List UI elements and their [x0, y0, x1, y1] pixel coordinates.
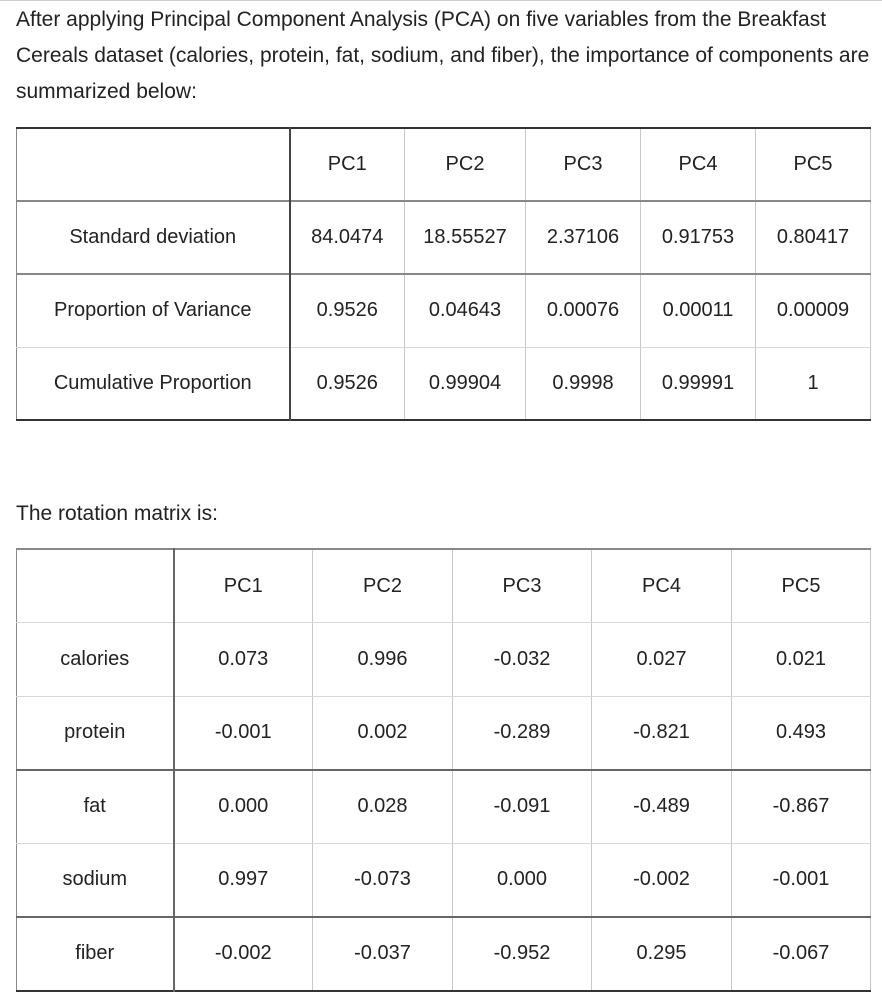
table-cell: -0.091: [453, 770, 592, 844]
table-cell: 0.073: [174, 623, 313, 697]
column-header: PC2: [313, 549, 453, 623]
column-header: PC3: [526, 128, 641, 201]
table-cell: 18.55527: [405, 201, 526, 274]
row-label: Cumulative Proportion: [17, 347, 290, 420]
table-cell: 0.027: [592, 623, 732, 697]
row-label: sodium: [17, 843, 174, 917]
column-header: PC2: [405, 128, 526, 201]
corner-cell: [17, 128, 290, 201]
row-label: fat: [17, 770, 174, 844]
table-cell: -0.821: [592, 696, 732, 770]
column-header: PC1: [174, 549, 313, 623]
table-cell: 0.493: [732, 696, 871, 770]
rotation-caption: The rotation matrix is:: [16, 502, 218, 525]
column-header: PC4: [592, 549, 732, 623]
table-row: [17, 917, 871, 991]
table-row: [17, 770, 871, 844]
table-row: [17, 843, 871, 917]
table-cell: 0.80417: [756, 201, 871, 274]
intro-paragraph: After applying Principal Component Analysis (PCA) on five variables from the Breakfast Cereals dataset (calories, protein, fat, sodium, and fiber), the importance of components are summarized below:: [16, 8, 870, 103]
table-cell: 0.028: [313, 770, 453, 844]
rotation-header-row: [17, 549, 871, 623]
table-cell: -0.037: [313, 917, 453, 991]
column-header: PC1: [290, 128, 405, 201]
table-cell: 0.295: [592, 917, 732, 991]
table-cell: -0.073: [313, 843, 453, 917]
table-cell: -0.489: [592, 770, 732, 844]
column-header: PC5: [732, 549, 871, 623]
row-label: fiber: [17, 917, 174, 991]
table-cell: 0.997: [174, 843, 313, 917]
table-cell: 0.00011: [641, 274, 756, 347]
importance-header-row: [17, 128, 871, 201]
table-cell: 0.996: [313, 623, 453, 697]
table-cell: 0.9526: [290, 347, 405, 420]
row-label: Standard deviation: [17, 201, 290, 274]
table-cell: 0.99904: [405, 347, 526, 420]
table-cell: -0.952: [453, 917, 592, 991]
corner-cell: [17, 549, 174, 623]
column-header: PC4: [641, 128, 756, 201]
row-label: protein: [17, 696, 174, 770]
table-cell: 0.00009: [756, 274, 871, 347]
column-header: PC3: [453, 549, 592, 623]
row-label: calories: [17, 623, 174, 697]
table-cell: -0.289: [453, 696, 592, 770]
table-row: [17, 696, 871, 770]
table-cell: 0.002: [313, 696, 453, 770]
table-cell: -0.001: [732, 843, 871, 917]
table-cell: 0.99991: [641, 347, 756, 420]
table-cell: 0.91753: [641, 201, 756, 274]
table-cell: 0.9998: [526, 347, 641, 420]
table-cell: -0.001: [174, 696, 313, 770]
table-cell: 2.37106: [526, 201, 641, 274]
table-cell: 84.0474: [290, 201, 405, 274]
column-header: PC5: [756, 128, 871, 201]
table-cell: -0.002: [592, 843, 732, 917]
table-cell: 0.000: [453, 843, 592, 917]
table-row: [17, 347, 871, 420]
table-cell: 1: [756, 347, 871, 420]
table-cell: 0.04643: [405, 274, 526, 347]
table-row: [17, 623, 871, 697]
table-cell: -0.867: [732, 770, 871, 844]
table-cell: 0.00076: [526, 274, 641, 347]
table-row: [17, 274, 871, 347]
table-cell: 0.021: [732, 623, 871, 697]
table-row: [17, 201, 871, 274]
table-cell: 0.000: [174, 770, 313, 844]
table-cell: -0.002: [174, 917, 313, 991]
table-cell: 0.9526: [290, 274, 405, 347]
top-divider: [0, 0, 882, 1]
table-cell: -0.032: [453, 623, 592, 697]
rotation-table: [16, 548, 871, 992]
table-cell: -0.067: [732, 917, 871, 991]
row-label: Proportion of Variance: [17, 274, 290, 347]
importance-table: [16, 127, 871, 421]
